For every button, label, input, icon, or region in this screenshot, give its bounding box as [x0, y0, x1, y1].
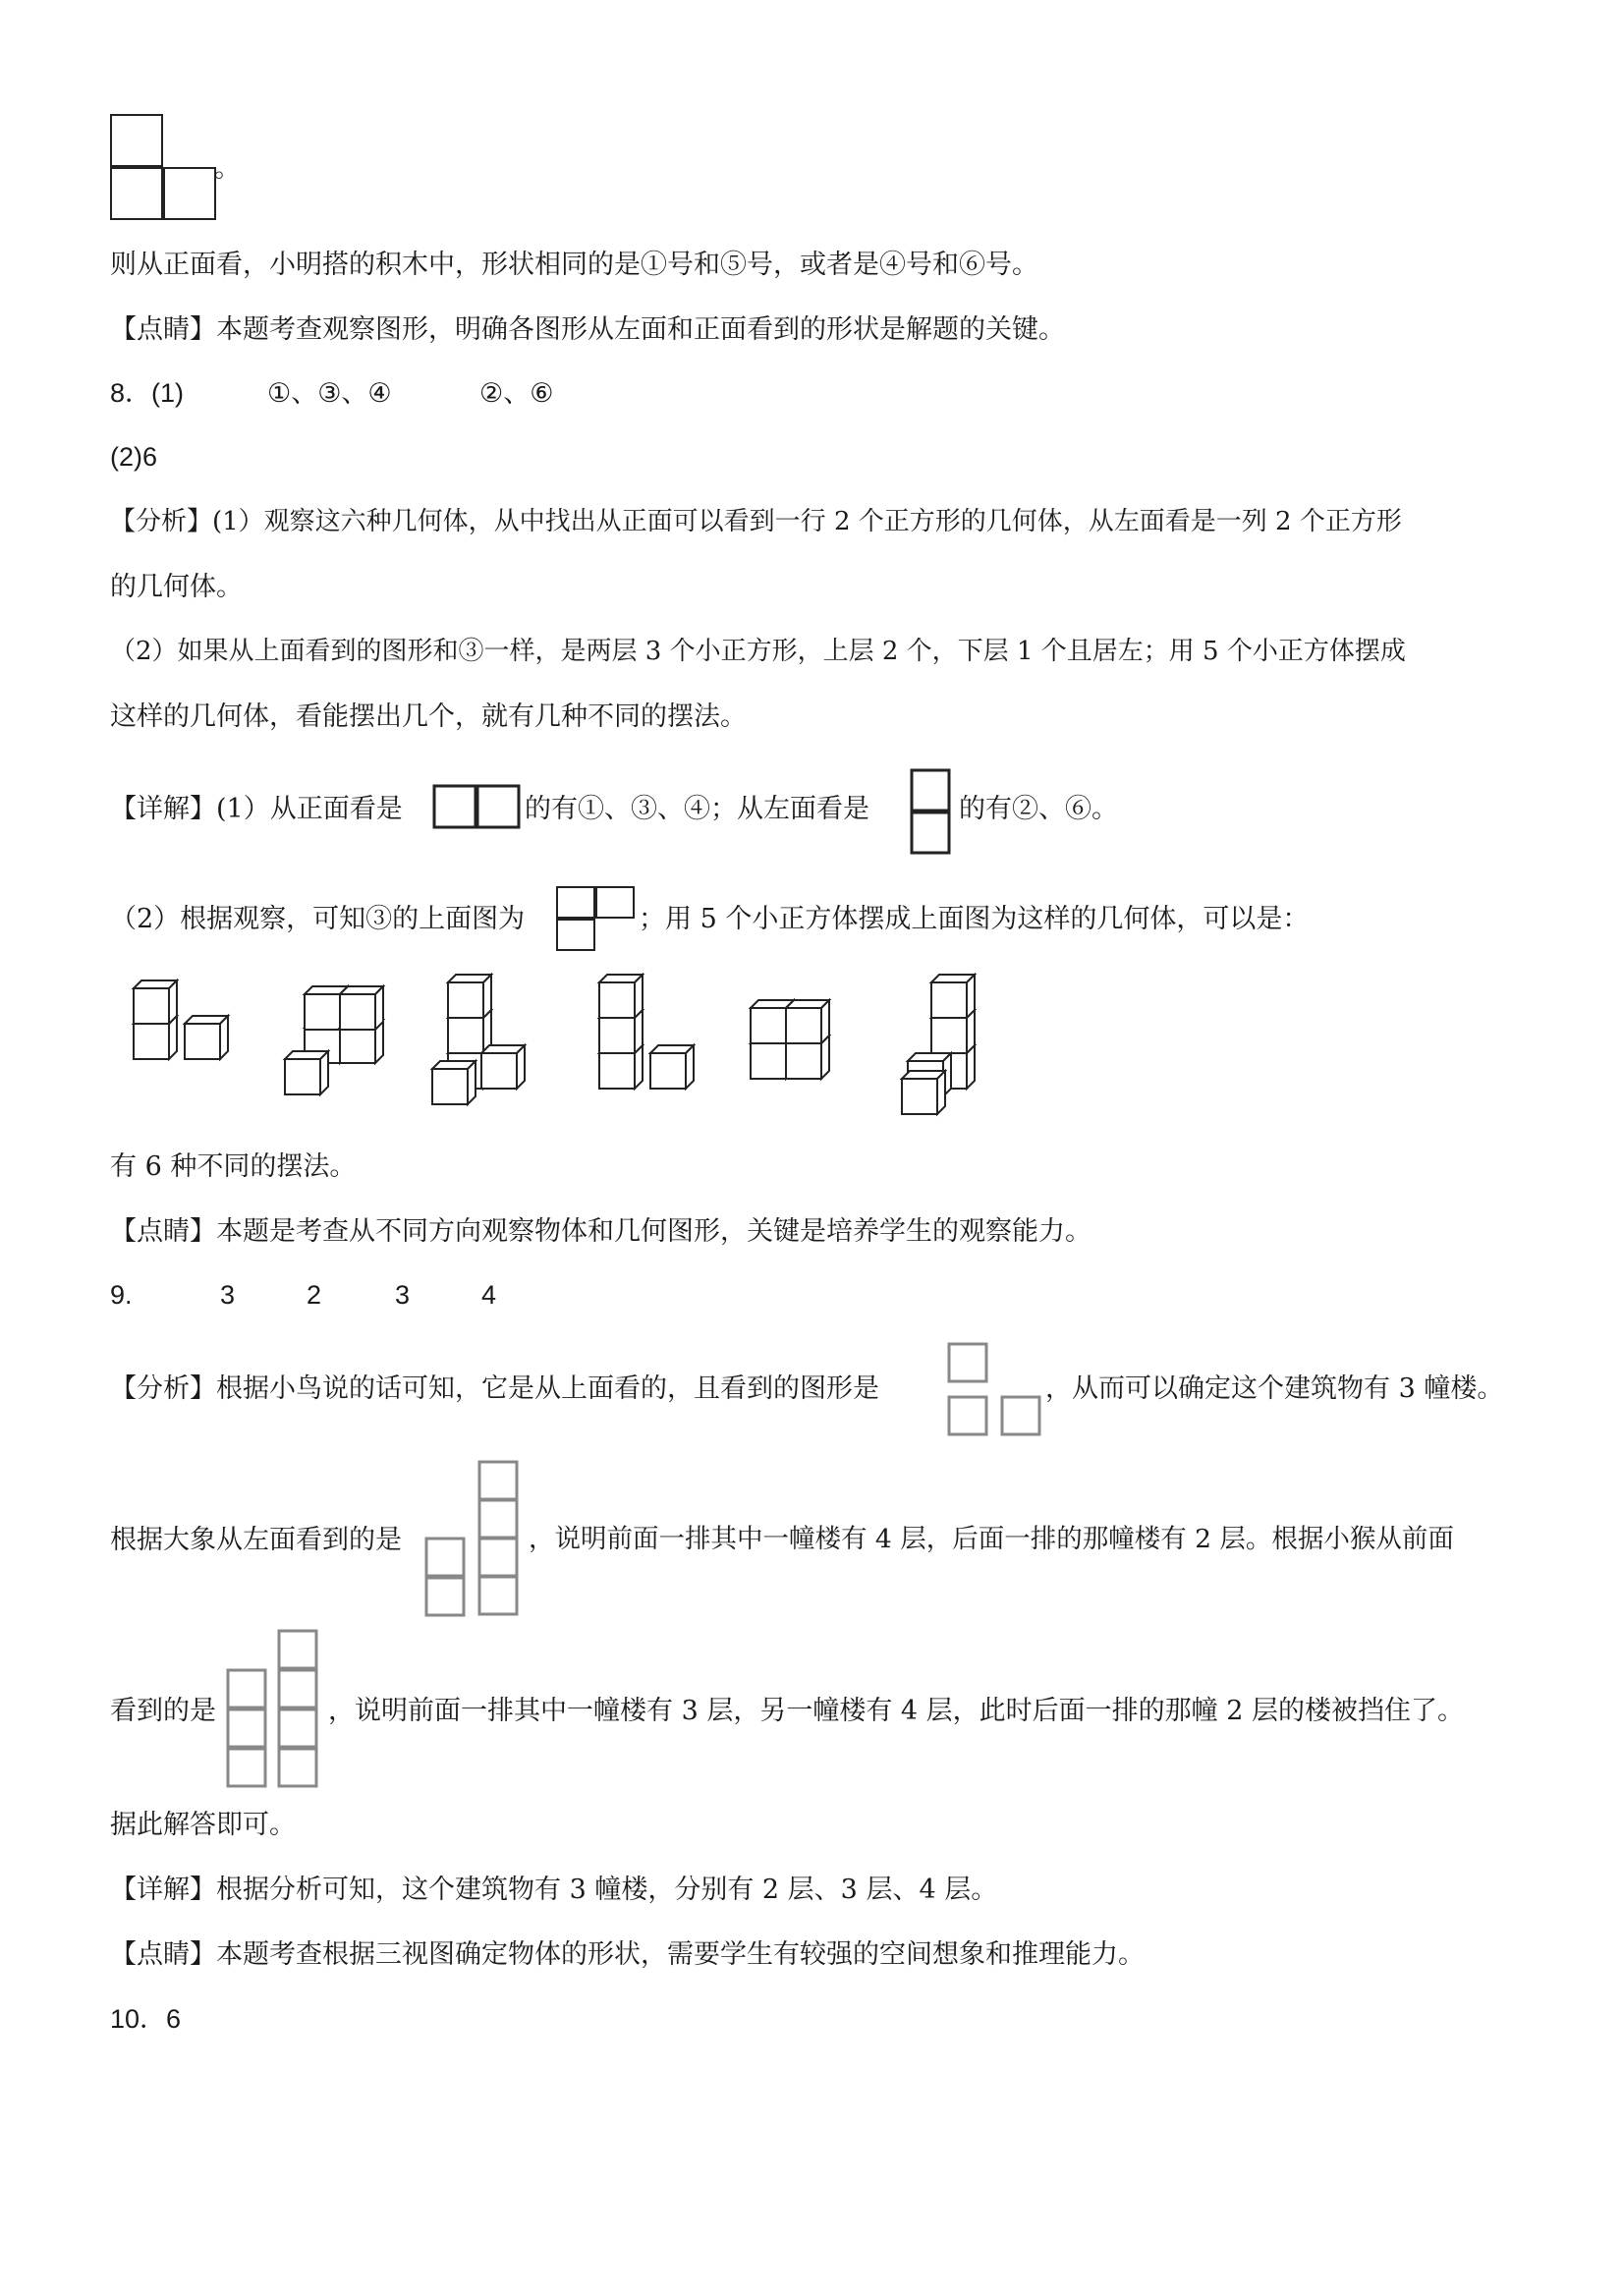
top-view-figure [556, 886, 635, 951]
q9-answer-row [110, 1282, 621, 1312]
q9-analysis-1b: ，从而可以确定这个建筑物有 3 幢楼。 [1045, 1373, 1504, 1404]
q8-analysis-line-4: 这样的几何体，看能摆出几个，就有几种不同的摆法。 [110, 701, 747, 732]
q9-analysis-3a: 看到的是 [110, 1696, 216, 1726]
cube-arrangements [98, 973, 1041, 1120]
elephant-left-view-figure [422, 1458, 525, 1621]
arrangement-5 [751, 1000, 829, 1079]
q9-number: 9. [110, 1280, 133, 1310]
period-mark: 。 [214, 153, 241, 184]
q9-analysis-2b: ，说明前面一排其中一幢楼有 4 层，后面一排的那幢楼有 2 层。根据小猴从前面 [529, 1524, 1454, 1554]
q8-part2: (2)6 [110, 442, 158, 472]
q9-answer-3: 3 [395, 1280, 411, 1310]
q9-answer-2: 2 [307, 1280, 322, 1310]
l-shape-figure [110, 114, 216, 222]
q8-answer-1: ①、③、④ [267, 378, 392, 409]
bird-top-view-figure [945, 1342, 1045, 1438]
q10-number: 10．6 [110, 2004, 182, 2034]
dianjing-text-1: 【点睛】本题考查观察图形，明确各图形从左面和正面看到的形状是解题的关键。 [110, 314, 1065, 345]
q9-detail: 【详解】根据分析可知，这个建筑物有 3 幢楼，分别有 2 层、3 层、4 层。 [110, 1875, 998, 1905]
q8-answer-2: ②、⑥ [479, 378, 554, 409]
q8-detail-2-part-2: ；用 5 个小正方体摆成上面图为这样的几何体，可以是： [639, 904, 1310, 934]
q9-analysis-4: 据此解答即可。 [110, 1810, 296, 1840]
left-view-two-squares [910, 768, 951, 855]
q9-dianjing: 【点睛】本题考查根据三视图确定物体的形状，需要学生有较强的空间想象和推理能力。 [110, 1939, 1145, 1970]
q9-analysis-1a: 【分析】根据小鸟说的话可知，它是从上面看的，且看到的图形是 [110, 1373, 879, 1404]
monkey-front-view-figure [224, 1627, 322, 1794]
conclusion-text: 则从正面看，小明搭的积木中，形状相同的是①号和⑤号，或者是④号和⑥号。 [110, 250, 1038, 280]
q8-detail-part-1: 【详解】(1）从正面看是 [110, 794, 403, 824]
q8-analysis-line-2: 的几何体。 [110, 572, 243, 602]
arrangement-1 [134, 980, 228, 1059]
q9-analysis-2a: 根据大象从左面看到的是 [110, 1525, 402, 1555]
arrangement-4 [599, 975, 694, 1089]
q8-detail-part-2: 的有①、③、④；从左面看是 [525, 794, 869, 824]
arrangement-2 [285, 986, 383, 1094]
front-view-two-squares [432, 784, 521, 829]
q8-dianjing: 【点睛】本题是考查从不同方向观察物体和几何图形，关键是培养学生的观察能力。 [110, 1216, 1091, 1247]
q8-detail-part-3: 的有②、⑥。 [959, 794, 1118, 824]
q9-answer-1: 3 [220, 1280, 236, 1310]
q8-analysis-line-1: 【分析】(1）观察这六种几何体，从中找出从正面可以看到一行 2 个正方形的几何体，从左面看是一列 2 个正方形 [110, 507, 1402, 536]
q8-result: 有 6 种不同的摆法。 [110, 1151, 357, 1182]
q8-detail-2-part-1: （2）根据观察，可知③的上面图为 [110, 904, 526, 934]
q8-analysis-line-3: （2）如果从上面看到的图形和③一样，是两层 3 个小正方形，上层 2 个，下层 1 个且居左；用 5 个小正方体摆成 [110, 637, 1406, 666]
q9-answer-4: 4 [481, 1280, 497, 1310]
arrangement-6 [902, 975, 975, 1114]
arrangement-3 [432, 975, 525, 1104]
q8-number: 8．(1) [110, 378, 185, 408]
q9-analysis-3b: ，说明前面一排其中一幢楼有 3 层，另一幢楼有 4 层，此时后面一排的那幢 2 层的楼被挡住了。 [328, 1696, 1465, 1726]
